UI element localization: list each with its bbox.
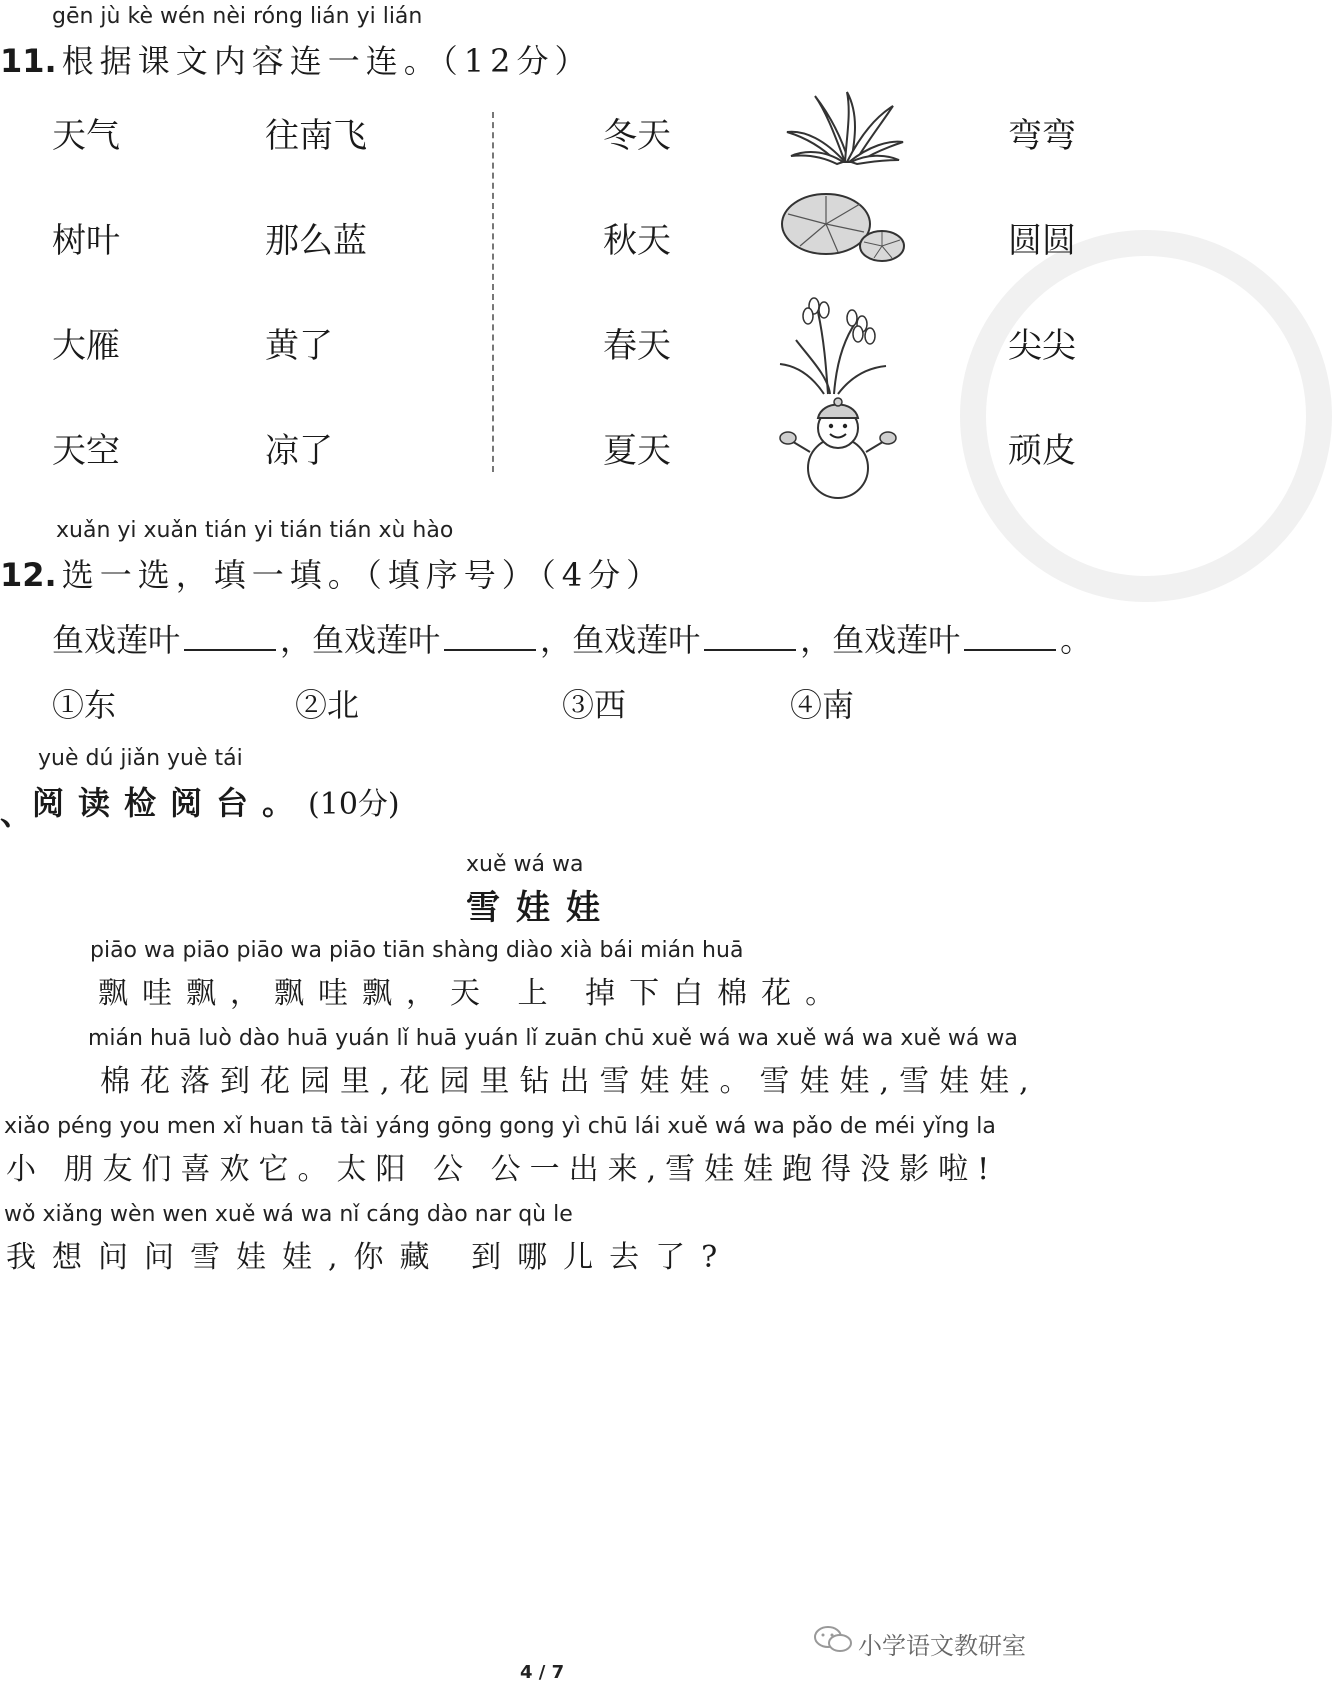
adjective-item[interactable]: 圆圆 <box>1008 221 1076 261</box>
grass-icon[interactable] <box>785 90 905 166</box>
poem-title: 雪娃娃 <box>466 888 616 928</box>
q12-pinyin: xuǎn yi xuǎn tián yi tián tián xù hào <box>56 518 454 543</box>
match-right-item[interactable]: 黄了 <box>265 326 333 366</box>
option-item[interactable]: ②北 <box>295 686 360 724</box>
poem-line-pinyin: xiǎo péng you men xǐ huan tā tài yáng gōng gong yì chū lái xuě wá wa pǎo de méi yǐng la <box>4 1114 996 1139</box>
answer-blank[interactable] <box>184 621 276 651</box>
fill-separator: 。 <box>1060 621 1093 659</box>
answer-blank[interactable] <box>704 621 796 651</box>
season-item[interactable]: 秋天 <box>603 221 671 261</box>
fill-separator: ， <box>800 621 833 659</box>
poem-line: 小 朋友们喜欢它。太阳 公 公一出来,雪娃娃跑得没影啦! <box>6 1152 999 1187</box>
season-item[interactable]: 春天 <box>603 326 671 366</box>
q11-pinyin: gēn jù kè wén nèi róng lián yi lián <box>52 4 423 29</box>
poem-line: 飘哇飘，飘哇飘，天 上 掉下白棉花。 <box>98 976 850 1011</box>
snowman-icon[interactable] <box>780 396 900 500</box>
match-left-item[interactable]: 天气 <box>52 116 120 156</box>
rice-plant-icon[interactable] <box>778 296 888 396</box>
reading-title: 阅读检阅台。 <box>32 784 309 822</box>
fill-separator: ， <box>280 621 313 659</box>
dashed-divider <box>492 112 494 472</box>
q11-text: 根据课文内容连一连。（12分） <box>61 42 593 80</box>
q12-text: 选一选，填一填。（填序号）（4分） <box>61 556 665 594</box>
reading-prefix: 、 <box>0 794 33 832</box>
watermark-circle <box>960 230 1332 602</box>
season-item[interactable]: 冬天 <box>603 116 671 156</box>
option-item[interactable]: ④南 <box>790 686 855 724</box>
poem-line: 我想问问雪娃娃,你藏 到哪儿去了? <box>6 1240 734 1275</box>
reading-score: (10分) <box>308 787 400 822</box>
answer-blank[interactable] <box>444 621 536 651</box>
reading-pinyin: yuè dú jiǎn yuè tái <box>38 746 243 771</box>
lotus-leaf-icon[interactable] <box>778 190 908 270</box>
fill-phrase: 鱼戏莲叶 <box>572 621 701 659</box>
option-item[interactable]: ③西 <box>562 686 627 724</box>
q11-number: 11. <box>0 42 57 80</box>
poem-line: 棉花落到花园里,花园里钻出雪娃娃。雪娃娃,雪娃娃, <box>100 1064 1039 1099</box>
adjective-item[interactable]: 弯弯 <box>1008 116 1076 156</box>
fill-separator: ， <box>540 621 573 659</box>
poem-title-pinyin: xuě wá wa <box>466 852 584 877</box>
match-left-item[interactable]: 天空 <box>52 431 120 471</box>
fill-phrase: 鱼戏莲叶 <box>52 621 181 659</box>
q12-heading <box>0 550 664 596</box>
source-label: 小学语文教研室 <box>858 1632 1026 1660</box>
wechat-icon <box>813 1624 853 1654</box>
q11-heading <box>0 36 593 82</box>
option-item[interactable]: ①东 <box>52 686 117 724</box>
season-item[interactable]: 夏天 <box>603 431 671 471</box>
reading-heading <box>0 778 400 834</box>
q12-number: 12. <box>0 556 57 594</box>
poem-line-pinyin: wǒ xiǎng wèn wen xuě wá wa nǐ cáng dào nar qù le <box>4 1202 573 1227</box>
answer-blank[interactable] <box>964 621 1056 651</box>
fill-phrase: 鱼戏莲叶 <box>312 621 441 659</box>
match-left-item[interactable]: 树叶 <box>52 221 120 261</box>
adjective-item[interactable]: 顽皮 <box>1008 431 1076 471</box>
poem-line-pinyin: mián huā luò dào huā yuán lǐ huā yuán lǐ zuān chū xuě wá wa xuě wá wa xuě wá wa <box>88 1026 1018 1051</box>
page-number: 4 / 7 <box>520 1662 565 1683</box>
match-left-item[interactable]: 大雁 <box>52 326 120 366</box>
adjective-item[interactable]: 尖尖 <box>1008 326 1076 366</box>
fill-phrase: 鱼戏莲叶 <box>832 621 961 659</box>
q12-fill-line <box>52 615 1092 661</box>
match-right-item[interactable]: 往南飞 <box>265 116 367 156</box>
match-right-item[interactable]: 那么蓝 <box>265 221 367 261</box>
poem-line-pinyin: piāo wa piāo piāo wa piāo tiān shàng diào xià bái mián huā <box>90 938 744 963</box>
match-right-item[interactable]: 凉了 <box>265 431 333 471</box>
